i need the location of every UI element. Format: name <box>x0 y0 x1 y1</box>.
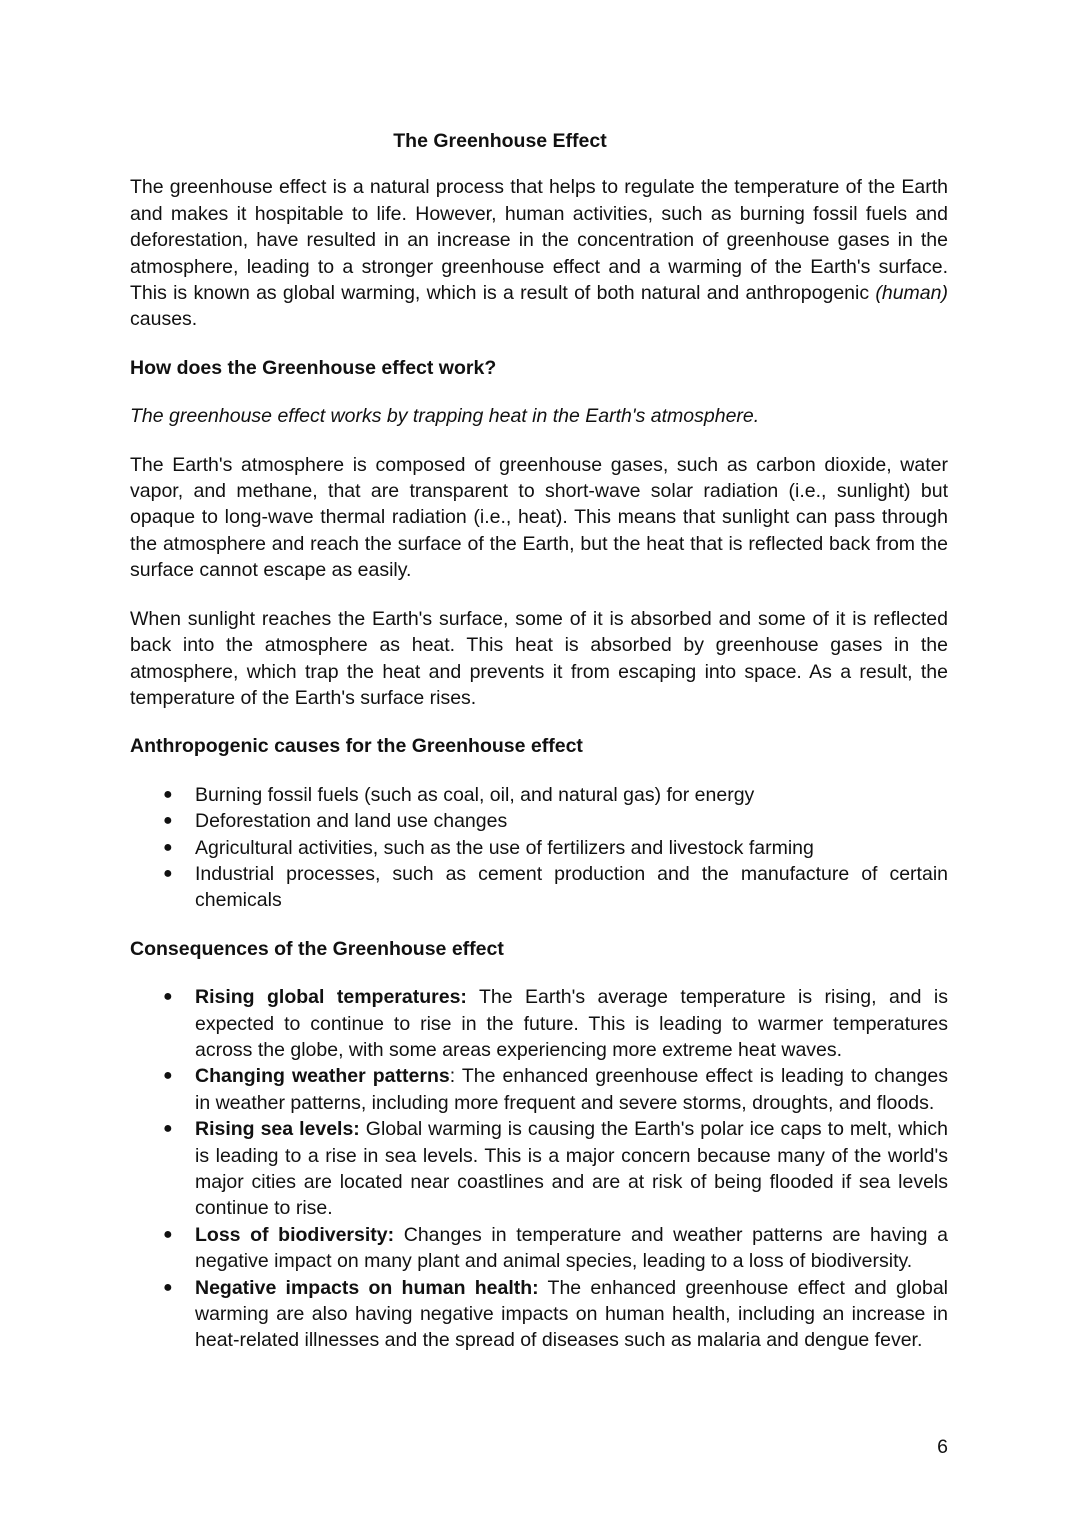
section-heading-causes: Anthropogenic causes for the Greenhouse effect <box>130 735 583 758</box>
item-label: Changing weather patterns <box>195 1065 450 1088</box>
bullet-icon: ● <box>163 812 173 830</box>
list-item: ● Rising sea levels: Global warming is causing the Earth's polar ice caps to melt, which is leading to a rise in sea levels. This is a major concern because many of the world's major cities are located near coastlines and are at risk of being flooded if sea levels continue to rise. <box>163 1118 948 1220</box>
list-item: ● Loss of biodiversity: Changes in temperature and weather patterns are having a negative impact on many plant and animal species, leading to a loss of biodiversity. <box>163 1223 948 1273</box>
bullet-icon: ● <box>163 1120 173 1138</box>
bullet-icon: ● <box>163 864 173 882</box>
how-paragraph-1: The Earth's atmosphere is composed of greenhouse gases, such as carbon dioxide, water vapor, and methane, that are transparent to short-wave solar radiation (i.e., sunlight) but opaque to long-wave thermal radiation (i.e., heat). This means that sunlight can pass through the atmosphere and reach the surface of the Earth, but the heat that is reflected back from the surface cannot escape as easily. <box>130 453 948 582</box>
section-heading-how: How does the Greenhouse effect work? <box>130 356 497 379</box>
intro-paragraph <box>130 174 948 332</box>
bullet-icon: ● <box>163 1067 173 1085</box>
list-item: ● Negative impacts on human health: The enhanced greenhouse effect and global warming are also having negative impacts on human health, including an increase in heat-related illnesses and the spread of diseases such as malaria and dengue fever. <box>163 1276 949 1352</box>
intro-italic-text: (human) <box>875 282 948 305</box>
intro-text-end: causes. <box>130 308 198 331</box>
causes-list <box>130 782 948 914</box>
list-item: ● Agricultural activities, such as the use of fertilizers and livestock farming <box>130 835 948 861</box>
consequences-list <box>130 984 948 1354</box>
document-page <box>130 128 948 1376</box>
intro-text: The greenhouse effect is a natural process that helps to regulate the temperature of the Earth and makes it hospitable to life. However, human activities, such as burning fossil fuels and deforestation, have resulted in an increase in the concentration of greenhouse gases in the atmosphere, leading to a stronger greenhouse effect and a warming of the Earth's surface. This is known as global warming, which is a result of both natural and anthropogenic <box>130 176 948 305</box>
item-label: Rising sea levels: <box>195 1118 360 1141</box>
item-label: Negative impacts on human health: <box>195 1276 539 1299</box>
list-item: ● Rising global temperatures: The Earth's average temperature is rising, and is expected to continue to rise in the future. This is leading to warmer temperatures across the globe, with some areas experiencing more extreme heat waves. <box>163 986 948 1061</box>
bullet-icon: ● <box>163 1278 173 1296</box>
bullet-icon: ● <box>163 988 173 1006</box>
bullet-icon: ● <box>163 1225 173 1243</box>
how-paragraph-2: When sunlight reaches the Earth's surface, some of it is absorbed and some of it is reflected back into the atmosphere as heat. This heat is absorbed by greenhouse gases in the atmosphere, which trap the heat and prevents it from escaping into space. As a result, the temperature of the Earth's surface rises. <box>130 607 948 709</box>
page-number: 6 <box>937 1436 948 1458</box>
section-heading-consequences: Consequences of the Greenhouse effect <box>130 937 504 960</box>
how-lead-sentence: The greenhouse effect works by trapping heat in the Earth's atmosphere. <box>130 405 760 428</box>
item-label: Rising global temperatures: <box>195 986 467 1009</box>
bullet-icon: ● <box>163 838 173 856</box>
list-item: ● Burning fossil fuels (such as coal, oil, and natural gas) for energy <box>130 782 948 808</box>
document-title: The Greenhouse Effect <box>393 130 607 152</box>
list-item: ● Industrial processes, such as cement production and the manufacture of certain chemicals <box>163 862 948 912</box>
list-item: ● Deforestation and land use changes <box>130 808 948 834</box>
bullet-icon: ● <box>163 785 173 803</box>
list-item: ● Changing weather patterns: The enhanced greenhouse effect is leading to changes in weather patterns, including more frequent and severe storms, droughts, and floods. <box>163 1065 948 1114</box>
item-label: Loss of biodiversity: <box>195 1223 395 1246</box>
